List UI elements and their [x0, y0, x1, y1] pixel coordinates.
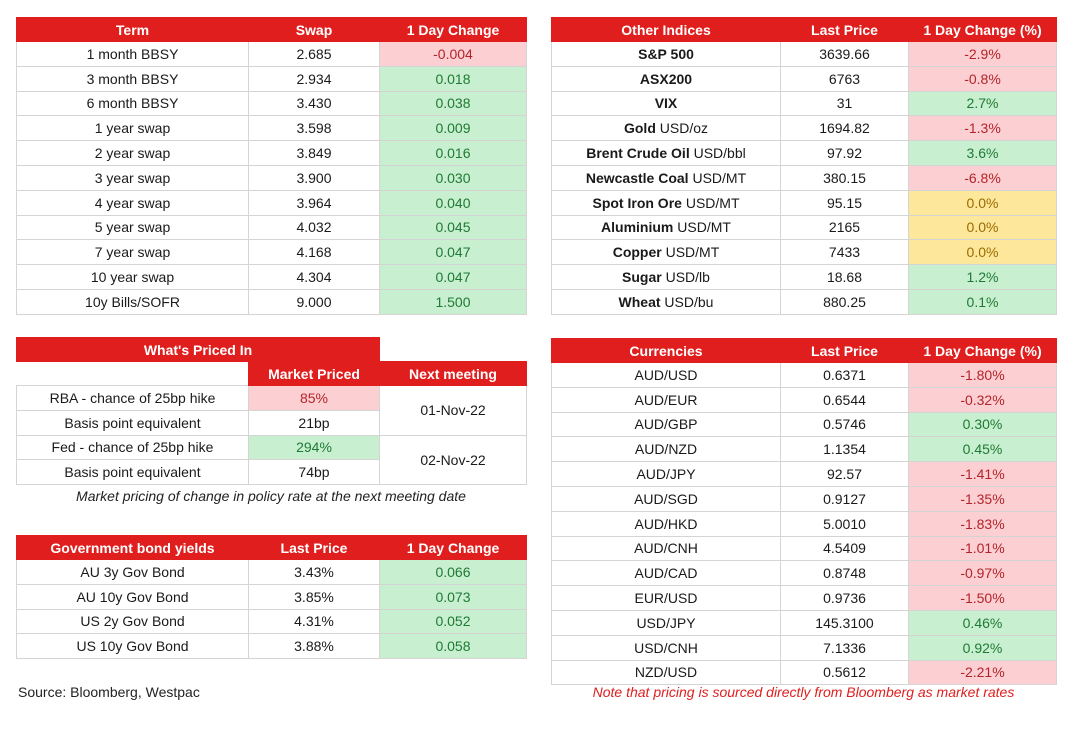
- currency-pair: AUD/JPY: [552, 462, 781, 487]
- table-row: [17, 66, 527, 91]
- other-indices-table: [551, 17, 1057, 315]
- index-name: ASX200: [639, 70, 693, 87]
- priced-in-body: [17, 386, 527, 485]
- change-value: 1.500: [380, 289, 527, 314]
- table-row: [17, 91, 527, 116]
- swap-value: 3.598: [249, 116, 380, 141]
- change-value: 0.0%: [909, 240, 1057, 265]
- change-value: 0.009: [380, 116, 527, 141]
- swap-table-body: [17, 42, 527, 315]
- bond-yields-body: [17, 560, 527, 659]
- row-label: RBA - chance of 25bp hike: [17, 386, 249, 411]
- last-price-value: 5.0010: [781, 511, 909, 536]
- index-name: Sugar: [622, 269, 662, 286]
- index-unit: USD/MT: [665, 244, 720, 261]
- swap-table: [16, 17, 527, 315]
- swap-value: 4.032: [249, 215, 380, 240]
- other-indices-body: [552, 42, 1057, 315]
- column-header: 1 Day Change (%): [909, 339, 1057, 363]
- last-price-value: 0.5612: [781, 660, 909, 685]
- source-note: Source: Bloomberg, Westpac: [18, 684, 200, 700]
- table-title-row: [17, 338, 527, 362]
- change-value: 0.045: [380, 215, 527, 240]
- index-name: S&P 500: [638, 45, 694, 62]
- index-name: Gold: [623, 120, 656, 137]
- last-price-value: 95.15: [781, 190, 909, 215]
- change-value: -0.004: [380, 42, 527, 67]
- last-price-value: 2165: [781, 215, 909, 240]
- term-cell: 1 year swap: [17, 116, 249, 141]
- column-header: Term: [17, 18, 249, 42]
- column-header: Last Price: [781, 18, 909, 42]
- change-value: 0.92%: [909, 635, 1057, 660]
- last-price-value: 31: [781, 91, 909, 116]
- index-unit: USD/MT: [677, 219, 731, 236]
- swap-value: 3.964: [249, 190, 380, 215]
- last-price-value: 0.9127: [781, 486, 909, 511]
- table-row: [17, 560, 527, 585]
- currency-pair: AUD/NZD: [552, 437, 781, 462]
- last-price-value: 1.1354: [781, 437, 909, 462]
- index-unit: USD/oz: [659, 120, 708, 137]
- column-header: Other Indices: [552, 18, 781, 42]
- change-value: 0.1%: [909, 289, 1057, 314]
- index-name: Newcastle Coal: [585, 169, 689, 186]
- change-value: 0.058: [380, 634, 527, 659]
- table-row: [17, 634, 527, 659]
- index-name: VIX: [654, 95, 678, 112]
- change-value: 0.018: [380, 66, 527, 91]
- table-header-row: [552, 18, 1057, 42]
- currencies-body: [552, 363, 1057, 685]
- table-header-row: [17, 362, 527, 386]
- table-row: [552, 610, 1057, 635]
- table-row: [552, 240, 1057, 265]
- bond-name: US 10y Gov Bond: [17, 634, 249, 659]
- change-value: -1.50%: [909, 586, 1057, 611]
- next-meeting-date: 02-Nov-22: [380, 435, 527, 485]
- term-cell: 1 month BBSY: [17, 42, 249, 67]
- term-cell: 3 month BBSY: [17, 66, 249, 91]
- next-meeting-date: 01-Nov-22: [380, 386, 527, 436]
- change-value: 0.46%: [909, 610, 1057, 635]
- change-value: -0.97%: [909, 561, 1057, 586]
- index-name: Brent Crude Oil: [586, 145, 690, 162]
- table-row: [17, 215, 527, 240]
- change-value: 0.052: [380, 609, 527, 634]
- table-row: [552, 265, 1057, 290]
- market-priced-value: 85%: [249, 386, 380, 411]
- change-value: 0.0%: [909, 190, 1057, 215]
- currency-pair: AUD/EUR: [552, 387, 781, 412]
- column-header: Government bond yields: [17, 536, 249, 560]
- index-name: Aluminium: [601, 219, 674, 236]
- last-price-value: 145.3100: [781, 610, 909, 635]
- table-row: [552, 165, 1057, 190]
- index-name-cell: [552, 265, 781, 290]
- index-name-cell: [552, 190, 781, 215]
- table-row: [552, 437, 1057, 462]
- last-price-value: 18.68: [781, 265, 909, 290]
- table-title: What's Priced In: [17, 338, 380, 362]
- index-unit: USD/MT: [685, 194, 740, 211]
- change-value: 0.038: [380, 91, 527, 116]
- change-value: -1.01%: [909, 536, 1057, 561]
- column-header: Currencies: [552, 339, 781, 363]
- pricing-source-note: Note that pricing is sourced directly from Bloomberg as market rates: [592, 684, 1015, 700]
- table-row: [552, 66, 1057, 91]
- table-row: [552, 635, 1057, 660]
- government-bond-yields-table: [16, 535, 527, 659]
- last-price-value: 7.1336: [781, 635, 909, 660]
- index-name-cell: [552, 91, 781, 116]
- index-name: Spot Iron Ore: [592, 194, 682, 211]
- last-price-value: 3.88%: [249, 634, 380, 659]
- row-label: Basis point equivalent: [17, 410, 249, 435]
- change-value: -0.8%: [909, 66, 1057, 91]
- change-value: -1.35%: [909, 486, 1057, 511]
- change-value: 0.0%: [909, 215, 1057, 240]
- term-cell: 3 year swap: [17, 165, 249, 190]
- swap-value: 4.304: [249, 265, 380, 290]
- table-row: [552, 141, 1057, 166]
- last-price-value: 3.43%: [249, 560, 380, 585]
- market-priced-value: 74bp: [249, 460, 380, 485]
- table-row: [17, 265, 527, 290]
- row-label: Fed - chance of 25bp hike: [17, 435, 249, 460]
- row-label: Basis point equivalent: [17, 460, 249, 485]
- table-row: [17, 190, 527, 215]
- table-row: [17, 240, 527, 265]
- table-row: [17, 42, 527, 67]
- change-value: -0.32%: [909, 387, 1057, 412]
- swap-value: 9.000: [249, 289, 380, 314]
- priced-in-note: Market pricing of change in policy rate at the next meeting date: [76, 488, 466, 504]
- change-value: -1.3%: [909, 116, 1057, 141]
- currency-pair: AUD/CAD: [552, 561, 781, 586]
- table-row: [552, 561, 1057, 586]
- column-header: Last Price: [781, 339, 909, 363]
- table-row: [552, 215, 1057, 240]
- table-row: [17, 435, 527, 460]
- bond-name: US 2y Gov Bond: [17, 609, 249, 634]
- change-value: 0.047: [380, 265, 527, 290]
- table-row: [552, 536, 1057, 561]
- table-row: [552, 486, 1057, 511]
- term-cell: 7 year swap: [17, 240, 249, 265]
- index-name-cell: [552, 240, 781, 265]
- column-header: Next meeting: [380, 362, 527, 386]
- whats-priced-in-table: [16, 337, 527, 485]
- term-cell: 10y Bills/SOFR: [17, 289, 249, 314]
- last-price-value: 4.31%: [249, 609, 380, 634]
- term-cell: 4 year swap: [17, 190, 249, 215]
- currencies-table: [551, 338, 1057, 685]
- change-value: 0.066: [380, 560, 527, 585]
- change-value: 0.30%: [909, 412, 1057, 437]
- currency-pair: EUR/USD: [552, 586, 781, 611]
- term-cell: 10 year swap: [17, 265, 249, 290]
- change-value: 0.45%: [909, 437, 1057, 462]
- change-value: 0.030: [380, 165, 527, 190]
- column-header: 1 Day Change (%): [909, 18, 1057, 42]
- table-row: [552, 387, 1057, 412]
- table-row: [552, 116, 1057, 141]
- last-price-value: 7433: [781, 240, 909, 265]
- table-row: [17, 584, 527, 609]
- table-header-row: [552, 339, 1057, 363]
- index-name-cell: [552, 42, 781, 67]
- bond-name: AU 10y Gov Bond: [17, 584, 249, 609]
- table-row: [552, 586, 1057, 611]
- table-header-row: [17, 536, 527, 560]
- change-value: -1.83%: [909, 511, 1057, 536]
- swap-value: 3.849: [249, 141, 380, 166]
- change-value: 0.040: [380, 190, 527, 215]
- last-price-value: 0.5746: [781, 412, 909, 437]
- change-value: 0.047: [380, 240, 527, 265]
- index-name-cell: [552, 141, 781, 166]
- table-row: [17, 141, 527, 166]
- currency-pair: AUD/SGD: [552, 486, 781, 511]
- table-header-row: [17, 18, 527, 42]
- last-price-value: 4.5409: [781, 536, 909, 561]
- table-row: [552, 511, 1057, 536]
- index-name-cell: [552, 165, 781, 190]
- index-name: Wheat: [618, 293, 661, 310]
- last-price-value: 0.8748: [781, 561, 909, 586]
- last-price-value: 0.9736: [781, 586, 909, 611]
- change-value: 1.2%: [909, 265, 1057, 290]
- currency-pair: NZD/USD: [552, 660, 781, 685]
- term-cell: 6 month BBSY: [17, 91, 249, 116]
- market-priced-value: 294%: [249, 435, 380, 460]
- swap-value: 3.900: [249, 165, 380, 190]
- column-header: Last Price: [249, 536, 380, 560]
- table-row: [552, 91, 1057, 116]
- last-price-value: 880.25: [781, 289, 909, 314]
- change-value: -1.41%: [909, 462, 1057, 487]
- last-price-value: 3.85%: [249, 584, 380, 609]
- column-header: Market Priced: [249, 362, 380, 386]
- index-unit: USD/bbl: [693, 145, 746, 162]
- index-name-cell: [552, 116, 781, 141]
- currency-pair: AUD/USD: [552, 363, 781, 388]
- change-value: 3.6%: [909, 141, 1057, 166]
- table-row: [552, 660, 1057, 685]
- change-value: 0.016: [380, 141, 527, 166]
- last-price-value: 0.6544: [781, 387, 909, 412]
- change-value: 2.7%: [909, 91, 1057, 116]
- table-row: [17, 289, 527, 314]
- index-name: Copper: [612, 244, 662, 261]
- change-value: -1.80%: [909, 363, 1057, 388]
- swap-value: 3.430: [249, 91, 380, 116]
- index-name-cell: [552, 66, 781, 91]
- currency-pair: USD/JPY: [552, 610, 781, 635]
- last-price-value: 3639.66: [781, 42, 909, 67]
- market-priced-value: 21bp: [249, 410, 380, 435]
- column-header: Swap: [249, 18, 380, 42]
- last-price-value: 0.6371: [781, 363, 909, 388]
- column-header: 1 Day Change: [380, 18, 527, 42]
- change-value: 0.073: [380, 584, 527, 609]
- bond-name: AU 3y Gov Bond: [17, 560, 249, 585]
- swap-value: 2.685: [249, 42, 380, 67]
- table-row: [552, 289, 1057, 314]
- swap-value: 2.934: [249, 66, 380, 91]
- change-value: -6.8%: [909, 165, 1057, 190]
- index-unit: USD/bu: [664, 293, 714, 310]
- last-price-value: 97.92: [781, 141, 909, 166]
- currency-pair: AUD/GBP: [552, 412, 781, 437]
- last-price-value: 380.15: [781, 165, 909, 190]
- term-cell: 5 year swap: [17, 215, 249, 240]
- last-price-value: 1694.82: [781, 116, 909, 141]
- index-unit: USD/lb: [665, 269, 710, 286]
- table-row: [552, 190, 1057, 215]
- currency-pair: USD/CNH: [552, 635, 781, 660]
- table-row: [552, 42, 1057, 67]
- table-row: [552, 412, 1057, 437]
- table-row: [17, 116, 527, 141]
- last-price-value: 92.57: [781, 462, 909, 487]
- last-price-value: 6763: [781, 66, 909, 91]
- table-row: [17, 165, 527, 190]
- column-header: 1 Day Change: [380, 536, 527, 560]
- swap-value: 4.168: [249, 240, 380, 265]
- currency-pair: AUD/HKD: [552, 511, 781, 536]
- change-value: -2.9%: [909, 42, 1057, 67]
- index-name-cell: [552, 215, 781, 240]
- table-row: [17, 609, 527, 634]
- table-row: [552, 462, 1057, 487]
- table-row: [552, 363, 1057, 388]
- change-value: -2.21%: [909, 660, 1057, 685]
- index-unit: USD/MT: [692, 169, 747, 186]
- currency-pair: AUD/CNH: [552, 536, 781, 561]
- index-name-cell: [552, 289, 781, 314]
- table-row: [17, 386, 527, 411]
- term-cell: 2 year swap: [17, 141, 249, 166]
